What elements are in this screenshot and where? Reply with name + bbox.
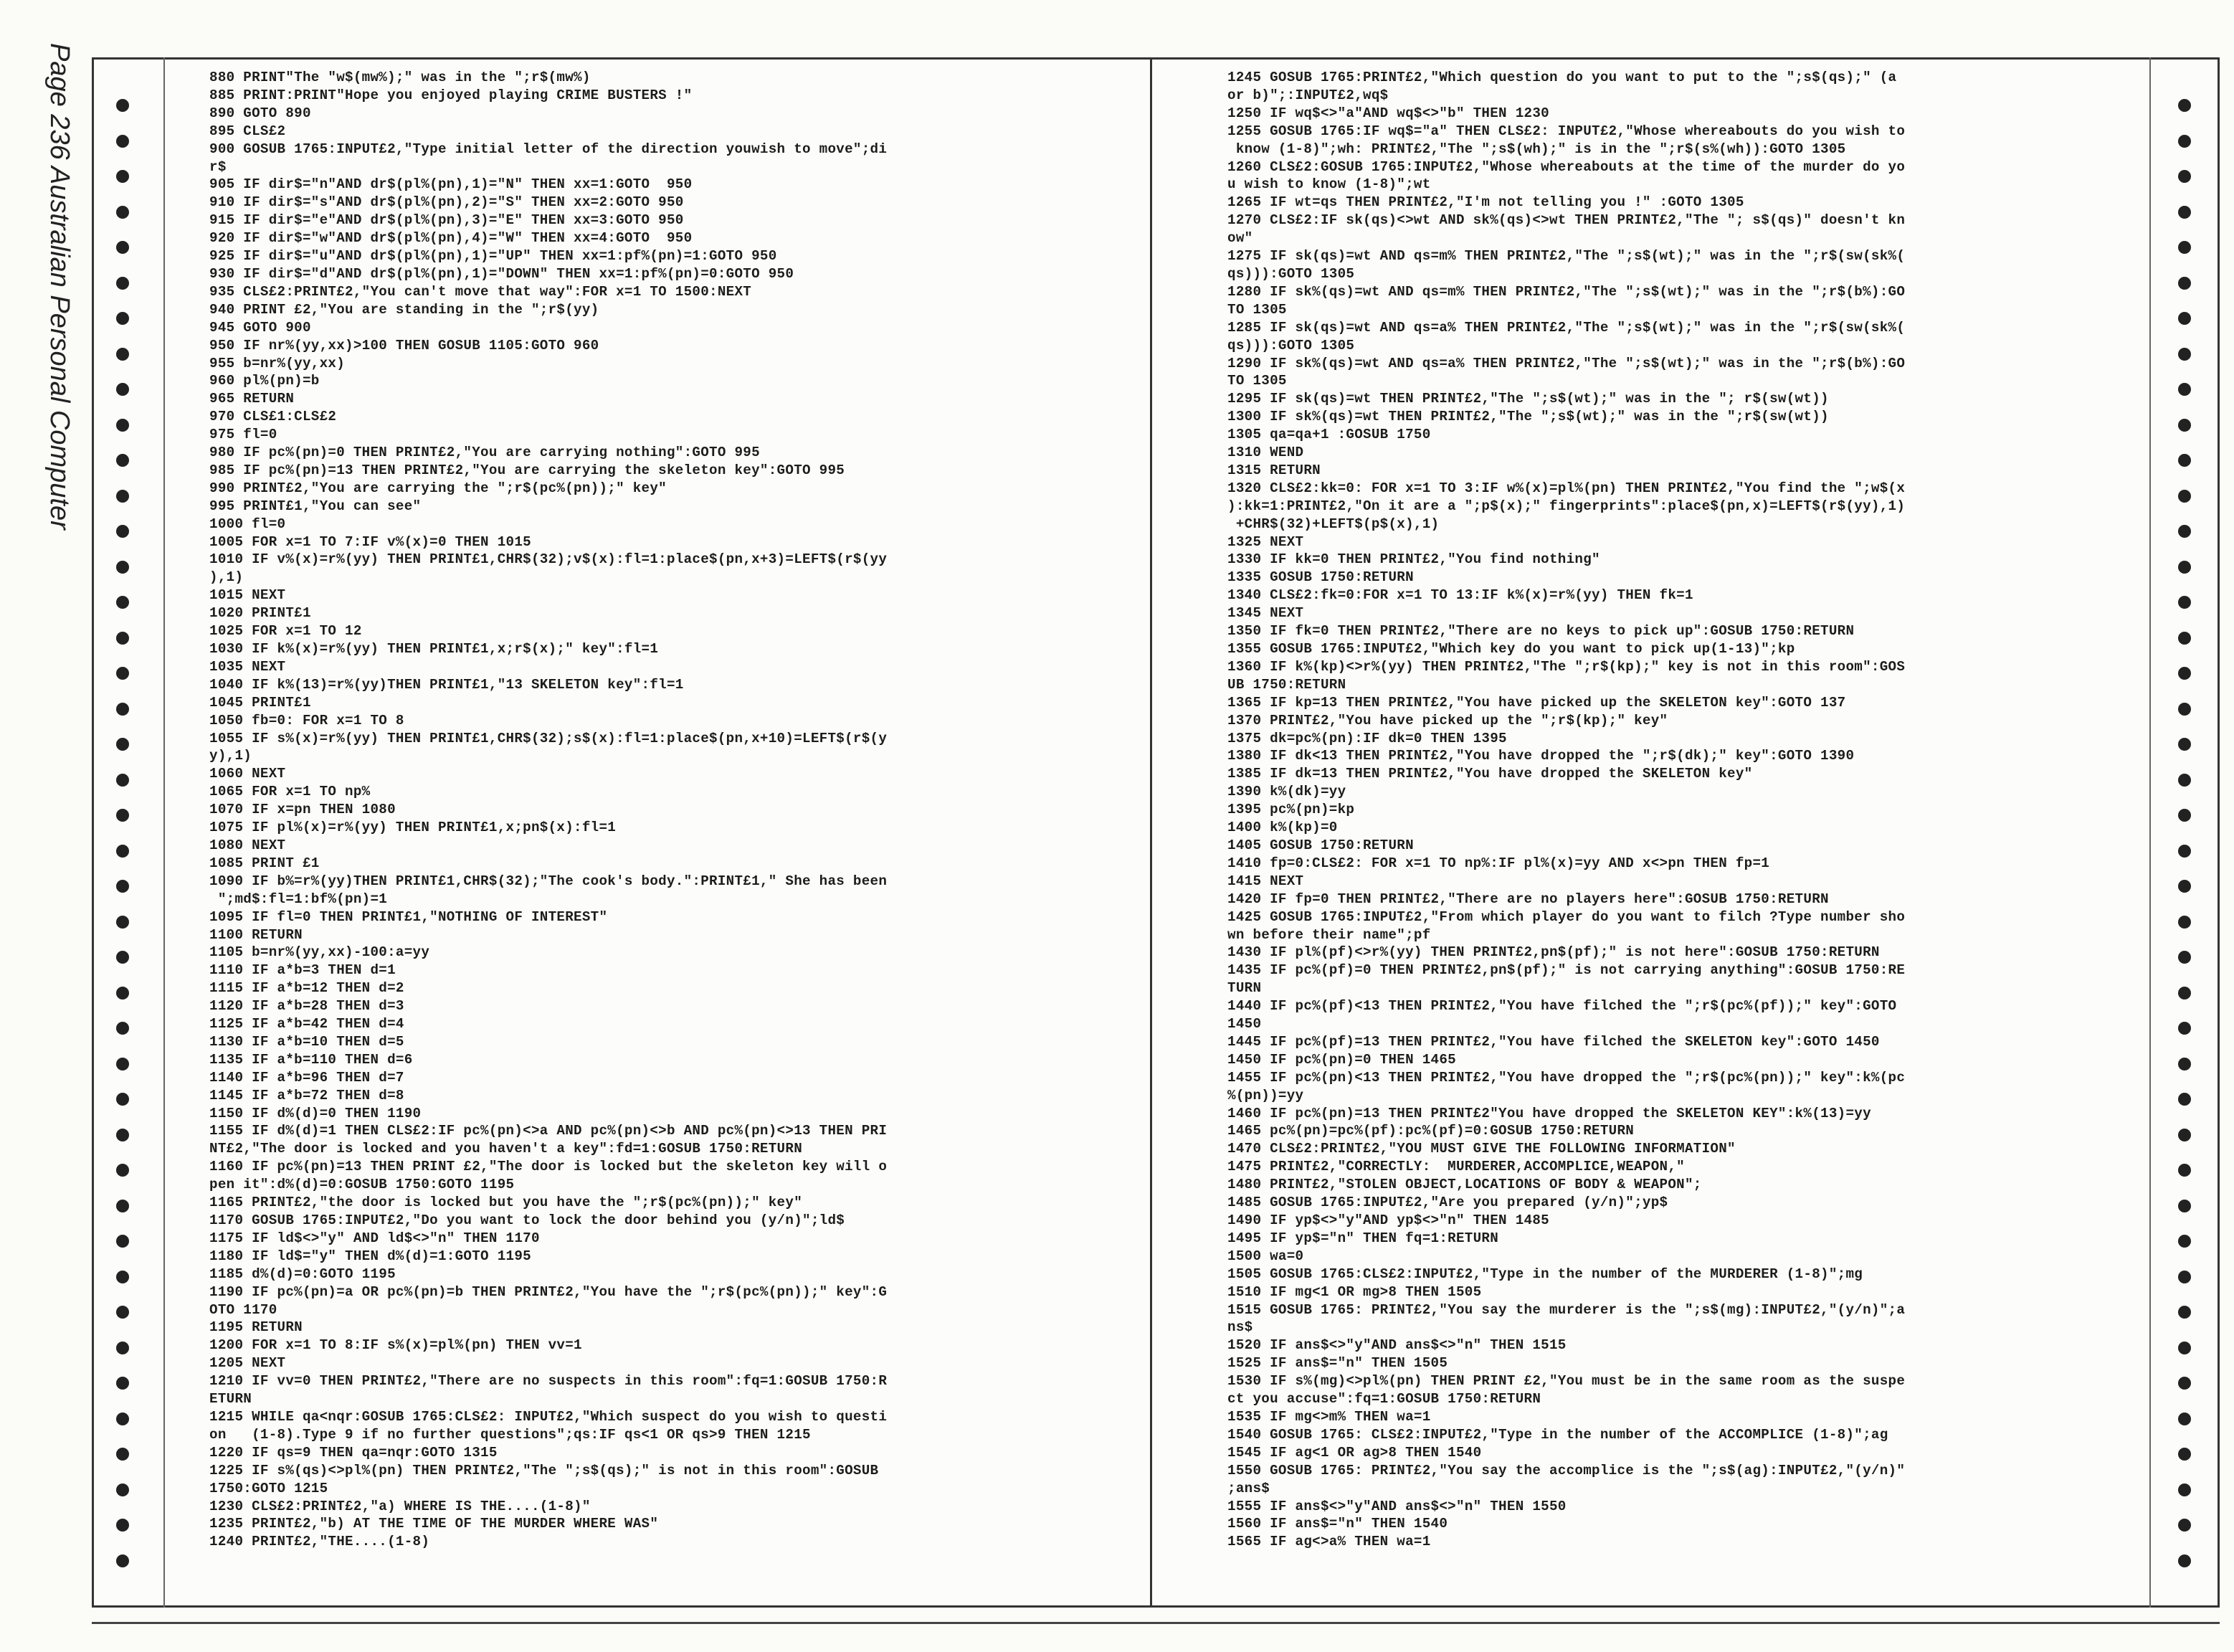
code-line: OTO 1170 <box>209 1301 277 1318</box>
code-line: 1360 IF k%(kp)<>r%(yy) THEN PRINT£2,"The ";r$(kp);" key is not in this room":GOS <box>1227 658 1906 675</box>
left-margin-rule <box>163 57 165 1608</box>
perforation-hole <box>116 206 129 219</box>
left-code-column <box>209 69 1075 1551</box>
perforation-hole <box>2178 490 2191 503</box>
code-line: 1225 IF s%(qs)<>pl%(pn) THEN PRINT£2,"The ";s$(qs);" is not in this room":GOSUB <box>209 1462 879 1478</box>
code-line: ETURN <box>209 1391 252 1407</box>
perforation-hole <box>116 1448 129 1461</box>
code-line: 1090 IF b%=r%(yy)THEN PRINT£1,CHR$(32);"The cook's body.":PRINT£1," She has been <box>209 873 888 889</box>
code-line: on (1-8).Type 9 if no further questions";qs:IF qs<1 OR qs>9 THEN 1215 <box>209 1426 811 1443</box>
code-line: 1200 FOR x=1 TO 8:IF s%(x)=pl%(pn) THEN vv=1 <box>209 1337 582 1354</box>
code-line: 1290 IF sk%(qs)=wt AND qs=a% THEN PRINT£2,"The ";s$(wt);" was in the ";r$(b%):GO <box>1227 355 1906 371</box>
left-perforation-strip <box>100 72 143 1577</box>
code-line: 1145 IF a*b=72 THEN d=8 <box>209 1087 404 1103</box>
code-line: 1055 IF s%(x)=r%(yy) THEN PRINT£1,CHR$(32);s$(x):fl=1:place$(pn,x+10)=LEFT$(r$(y <box>209 730 888 746</box>
code-line: 1380 IF dk<13 THEN PRINT£2,"You have dropped the ";r$(dk);" key":GOTO 1390 <box>1227 748 1855 764</box>
code-line: 1285 IF sk(qs)=wt AND qs=a% THEN PRINT£2,"The ";s$(wt);" was in the ";r$(sw(sk%( <box>1227 319 1906 336</box>
code-line: 1385 IF dk=13 THEN PRINT£2,"You have dropped the SKELETON key" <box>1227 766 1753 782</box>
code-line: 970 CLS£1:CLS£2 <box>209 409 337 425</box>
perforation-hole <box>2178 1093 2191 1106</box>
code-line: 1515 GOSUB 1765: PRINT£2,"You say the murderer is the ";s$(mg):INPUT£2,"(y/n)";a <box>1227 1301 1906 1318</box>
code-line: 1230 CLS£2:PRINT£2,"a) WHERE IS THE....(1-8)" <box>209 1498 591 1514</box>
code-line: TO 1305 <box>1227 373 1287 389</box>
perforation-hole <box>2178 1519 2191 1532</box>
code-line: 1540 GOSUB 1765: CLS£2:INPUT£2,"Type in the number of the ACCOMPLICE (1-8)";ag <box>1227 1426 1888 1443</box>
code-line: 1270 CLS£2:IF sk(qs)<>wt AND sk%(qs)<>wt THEN PRINT£2,"The "; s$(qs)" doesn't kn <box>1227 212 1906 229</box>
perforation-hole <box>2178 170 2191 183</box>
page-header <box>24 43 82 760</box>
code-line: 1465 pc%(pn)=pc%(pf):pc%(pf)=0:GOSUB 1750:RETURN <box>1227 1123 1635 1139</box>
perforation-hole <box>2178 1377 2191 1390</box>
code-line: 900 GOSUB 1765:INPUT£2,"Type initial letter of the direction youwish to move";di <box>209 141 888 157</box>
code-line: 1070 IF x=pn THEN 1080 <box>209 802 396 818</box>
code-line: 1325 NEXT <box>1227 533 1304 550</box>
code-line: 1520 IF ans$<>"y"AND ans$<>"n" THEN 1515 <box>1227 1337 1567 1354</box>
code-line: 1160 IF pc%(pn)=13 THEN PRINT £2,"The door is locked but the skeleton key will o <box>209 1159 888 1175</box>
code-line: 1495 IF yp$="n" THEN fq=1:RETURN <box>1227 1230 1499 1246</box>
code-line: 1135 IF a*b=110 THEN d=6 <box>209 1051 413 1068</box>
perforation-hole <box>2178 1306 2191 1319</box>
code-line: 1445 IF pc%(pf)=13 THEN PRINT£2,"You have filched the SKELETON key":GOTO 1450 <box>1227 1033 1880 1050</box>
perforation-hole <box>2178 845 2191 858</box>
code-line: 1150 IF d%(d)=0 THEN 1190 <box>209 1105 422 1121</box>
code-line: 905 IF dir$="n"AND dr$(pl%(pn),1)="N" THEN xx=1:GOTO 950 <box>209 176 693 193</box>
code-line: 1175 IF ld$<>"y" AND ld$<>"n" THEN 1170 <box>209 1230 540 1246</box>
perforation-hole <box>116 1235 129 1248</box>
code-line: 1185 d%(d)=0:GOTO 1195 <box>209 1266 396 1282</box>
code-line: ;ans$ <box>1227 1480 1270 1496</box>
code-line: 1000 fl=0 <box>209 516 286 532</box>
code-line: +CHR$(32)+LEFT$(p$(x),1) <box>1227 516 1440 532</box>
code-line: 1315 RETURN <box>1227 462 1321 478</box>
code-line: 1490 IF yp$<>"y"AND yp$<>"n" THEN 1485 <box>1227 1212 1549 1228</box>
code-line: 1525 IF ans$="n" THEN 1505 <box>1227 1355 1448 1372</box>
code-line: 985 IF pc%(pn)=13 THEN PRINT£2,"You are carrying the skeleton key":GOTO 995 <box>209 462 845 478</box>
code-line: or b)";:INPUT£2,wq$ <box>1227 87 1389 103</box>
code-line: 1395 pc%(pn)=kp <box>1227 802 1355 818</box>
perforation-hole <box>116 1093 129 1106</box>
perforation-hole <box>116 1271 129 1283</box>
code-line: 1245 GOSUB 1765:PRINT£2,"Which question do you want to put to the ";s$(qs);" (a <box>1227 70 1897 85</box>
perforation-hole <box>2178 809 2191 822</box>
perforation-hole <box>116 596 129 609</box>
perforation-hole <box>2178 312 2191 325</box>
code-line: 940 PRINT £2,"You are standing in the ";r$(yy) <box>209 301 599 318</box>
perforation-hole <box>2178 1235 2191 1248</box>
code-line: ow" <box>1227 230 1253 247</box>
code-line: 1105 b=nr%(yy,xx)-100:a=yy <box>209 944 430 961</box>
code-line: 1020 PRINT£1 <box>209 605 311 622</box>
code-line: 1280 IF sk%(qs)=wt AND qs=m% THEN PRINT£2,"The ";s$(wt);" was in the ";r$(b%):GO <box>1227 283 1906 300</box>
code-line: 910 IF dir$="s"AND dr$(pl%(pn),2)="S" THEN xx=2:GOTO 950 <box>209 194 684 211</box>
code-line: 1415 NEXT <box>1227 873 1304 889</box>
perforation-hole <box>116 809 129 822</box>
perforation-hole <box>2178 561 2191 574</box>
perforation-hole <box>116 667 129 680</box>
perforation-hole <box>2178 383 2191 396</box>
code-line: 1320 CLS£2:kk=0: FOR x=1 TO 3:IF w%(x)=pl%(pn) THEN PRINT£2,"You find the ";w$(x <box>1227 480 1906 496</box>
code-line: UB 1750:RETURN <box>1227 676 1346 693</box>
code-line: 1310 WEND <box>1227 445 1304 461</box>
perforation-hole <box>116 1342 129 1354</box>
code-line: 1255 GOSUB 1765:IF wq$="a" THEN CLS£2: INPUT£2,"Whose whereabouts do you wish to <box>1227 123 1906 139</box>
perforation-hole <box>2178 206 2191 219</box>
perforation-hole <box>2178 1342 2191 1354</box>
code-line: 915 IF dir$="e"AND dr$(pl%(pn),3)="E" THEN xx=3:GOTO 950 <box>209 212 684 229</box>
perforation-hole <box>2178 241 2191 254</box>
code-line: 1335 GOSUB 1750:RETURN <box>1227 569 1414 586</box>
perforation-hole <box>116 632 129 645</box>
code-line: 1005 FOR x=1 TO 7:IF v%(x)=0 THEN 1015 <box>209 533 531 550</box>
perforation-hole <box>116 774 129 787</box>
code-line: 1435 IF pc%(pf)=0 THEN PRINT£2,pn$(pf);" is not carrying anything":GOSUB 1750:RE <box>1227 962 1906 979</box>
code-line: 1565 IF ag<>a% THEN wa=1 <box>1227 1534 1431 1550</box>
perforation-hole <box>2178 916 2191 929</box>
code-line: 1235 PRINT£2,"b) AT THE TIME OF THE MURDER WHERE WAS" <box>209 1516 659 1532</box>
perforation-hole <box>116 1519 129 1532</box>
code-line: 1545 IF ag<1 OR ag>8 THEN 1540 <box>1227 1444 1482 1461</box>
code-line: wn before their name";pf <box>1227 926 1431 943</box>
code-line: r$ <box>209 158 227 175</box>
perforation-hole <box>116 561 129 574</box>
code-line: 1190 IF pc%(pn)=a OR pc%(pn)=b THEN PRINT£2,"You have the ";r$(pc%(pn));" key":G <box>209 1283 888 1300</box>
perforation-hole <box>2178 525 2191 538</box>
right-code-column <box>1227 69 2102 1551</box>
code-line: TURN <box>1227 980 1262 997</box>
code-line: 1330 IF kk=0 THEN PRINT£2,"You find nothing" <box>1227 551 1600 568</box>
code-line: 1535 IF mg<>m% THEN wa=1 <box>1227 1408 1431 1425</box>
perforation-hole <box>116 135 129 148</box>
code-line: 1100 RETURN <box>209 926 303 943</box>
code-line: y),1) <box>209 748 252 764</box>
code-line: u wish to know (1-8)";wt <box>1227 176 1431 193</box>
code-line: 1305 qa=qa+1 :GOSUB 1750 <box>1227 427 1431 443</box>
perforation-hole <box>2178 596 2191 609</box>
code-line: 1480 PRINT£2,"STOLEN OBJECT,LOCATIONS OF BODY & WEAPON"; <box>1227 1177 1702 1193</box>
code-line: ct you accuse":fq=1:GOSUB 1750:RETURN <box>1227 1391 1541 1407</box>
perforation-hole <box>2178 454 2191 467</box>
code-line: 1425 GOSUB 1765:INPUT£2,"From which player do you want to filch ?Type number sho <box>1227 908 1906 925</box>
code-line: 1505 GOSUB 1765:CLS£2:INPUT£2,"Type in the number of the MURDERER (1-8)";mg <box>1227 1266 1863 1282</box>
code-line: 1115 IF a*b=12 THEN d=2 <box>209 980 404 997</box>
perforation-hole <box>116 170 129 183</box>
perforation-hole <box>2178 277 2191 290</box>
perforation-hole <box>116 419 129 432</box>
code-line: 1260 CLS£2:GOSUB 1765:INPUT£2,"Whose whereabouts at the time of the murder do yo <box>1227 158 1906 175</box>
code-line: 1075 IF pl%(x)=r%(yy) THEN PRINT£1,x;pn$(x):fl=1 <box>209 820 617 836</box>
code-line: 885 PRINT:PRINT"Hope you enjoyed playing CRIME BUSTERS !" <box>209 87 693 103</box>
code-line: 1045 PRINT£1 <box>209 694 311 711</box>
code-line: 890 GOTO 890 <box>209 105 311 121</box>
code-line: 1205 NEXT <box>209 1355 286 1372</box>
perforation-hole <box>116 1377 129 1390</box>
code-line: 1345 NEXT <box>1227 605 1304 622</box>
code-line: 1295 IF sk(qs)=wt THEN PRINT£2,"The ";s$(wt);" was in the "; r$(sw(wt)) <box>1227 391 1829 407</box>
perforation-hole <box>2178 703 2191 716</box>
code-line: qs))):GOTO 1305 <box>1227 337 1355 353</box>
code-line: 1440 IF pc%(pf)<13 THEN PRINT£2,"You have filched the ";r$(pc%(pf));" key":GOTO <box>1227 998 1897 1015</box>
perforation-hole <box>2178 1413 2191 1425</box>
code-line: 1420 IF fp=0 THEN PRINT£2,"There are no players here":GOSUB 1750:RETURN <box>1227 891 1829 907</box>
code-line: 1430 IF pl%(pf)<>r%(yy) THEN PRINT£2,pn$(pf);" is not here":GOSUB 1750:RETURN <box>1227 944 1880 961</box>
code-line: 1485 GOSUB 1765:INPUT£2,"Are you prepared (y/n)";yp$ <box>1227 1195 1668 1211</box>
code-line: 1300 IF sk%(qs)=wt THEN PRINT£2,"The ";s$(wt);" was in the ";r$(sw(wt)) <box>1227 409 1829 425</box>
code-line: 1040 IF k%(13)=r%(yy)THEN PRINT£1,"13 SKELETON key":fl=1 <box>209 676 684 693</box>
perforation-hole <box>2178 1022 2191 1035</box>
code-line: 1500 wa=0 <box>1227 1248 1304 1264</box>
code-line: 1195 RETURN <box>209 1319 303 1336</box>
perforation-hole <box>2178 1058 2191 1071</box>
code-line: 1030 IF k%(x)=r%(yy) THEN PRINT£1,x;r$(x);" key":fl=1 <box>209 641 659 657</box>
code-line: 965 RETURN <box>209 391 295 407</box>
perforation-hole <box>116 383 129 396</box>
code-line: 1390 k%(dk)=yy <box>1227 784 1346 800</box>
code-line: 1250 IF wq$<>"a"AND wq$<>"b" THEN 1230 <box>1227 105 1549 121</box>
perforation-hole <box>2178 880 2191 893</box>
code-line: 1120 IF a*b=28 THEN d=3 <box>209 998 404 1015</box>
code-line: ):kk=1:PRINT£2,"On it are a ";p$(x);" fingerprints":place$(pn,x)=LEFT$(r$(yy),1) <box>1227 498 1906 514</box>
perforation-hole <box>2178 987 2191 1000</box>
code-line: 1095 IF fl=0 THEN PRINT£1,"NOTHING OF INTEREST" <box>209 908 608 925</box>
perforation-hole <box>2178 951 2191 964</box>
perforation-hole <box>116 348 129 361</box>
code-line: 1370 PRINT£2,"You have picked up the ";r$(kp);" key" <box>1227 712 1668 728</box>
page-header-text: Page 236 Australian Personal Computer <box>44 43 75 530</box>
perforation-hole <box>116 1164 129 1177</box>
code-line: 1400 k%(kp)=0 <box>1227 820 1338 836</box>
right-margin-rule <box>2149 57 2151 1608</box>
code-line: 955 b=nr%(yy,xx) <box>209 355 346 371</box>
bottom-rule <box>92 1622 2220 1624</box>
perforation-hole <box>2178 419 2191 432</box>
code-line: 1170 GOSUB 1765:INPUT£2,"Do you want to lock the door behind you (y/n)";ld$ <box>209 1212 845 1228</box>
code-line: 990 PRINT£2,"You are carrying the ";r$(pc%(pn));" key" <box>209 480 667 496</box>
code-line: 1455 IF pc%(pn)<13 THEN PRINT£2,"You have dropped the ";r$(pc%(pn));" key":k%(pc <box>1227 1069 1906 1086</box>
code-line: 1450 <box>1227 1016 1262 1032</box>
code-line: 1340 CLS£2:fk=0:FOR x=1 TO 13:IF k%(x)=r%(yy) THEN fk=1 <box>1227 587 1693 604</box>
code-line: 1010 IF v%(x)=r%(yy) THEN PRINT£1,CHR$(32);v$(x):fl=1:place$(pn,x+3)=LEFT$(r$(yy <box>209 551 888 568</box>
perforation-hole <box>116 880 129 893</box>
code-line: 1125 IF a*b=42 THEN d=4 <box>209 1016 404 1032</box>
perforation-hole <box>2178 348 2191 361</box>
code-line: 1065 FOR x=1 TO np% <box>209 784 371 800</box>
code-line: 1405 GOSUB 1750:RETURN <box>1227 837 1414 853</box>
code-line: 1110 IF a*b=3 THEN d=1 <box>209 962 396 979</box>
perforation-hole <box>116 1306 129 1319</box>
code-line: 1060 NEXT <box>209 766 286 782</box>
perforation-hole <box>116 1058 129 1071</box>
code-line: 895 CLS£2 <box>209 123 286 139</box>
code-line: 1180 IF ld$="y" THEN d%(d)=1:GOTO 1195 <box>209 1248 531 1264</box>
code-line: ";md$:fl=1:bf%(pn)=1 <box>209 891 388 907</box>
perforation-hole <box>116 845 129 858</box>
perforation-hole <box>2178 99 2191 112</box>
code-line: 1215 WHILE qa<nqr:GOSUB 1765:CLS£2: INPUT£2,"Which suspect do you wish to questi <box>209 1408 888 1425</box>
code-line: 975 fl=0 <box>209 427 277 443</box>
code-line: 950 IF nr%(yy,xx)>100 THEN GOSUB 1105:GOTO 960 <box>209 337 599 353</box>
perforation-hole <box>2178 1554 2191 1567</box>
perforation-hole <box>2178 1164 2191 1177</box>
code-line: 1050 fb=0: FOR x=1 TO 8 <box>209 712 404 728</box>
perforation-hole <box>116 738 129 751</box>
code-line: 1555 IF ans$<>"y"AND ans$<>"n" THEN 1550 <box>1227 1498 1567 1514</box>
code-line: 1015 NEXT <box>209 587 286 604</box>
code-line: 880 PRINT"The "w$(mw%);" was in the ";r$(mw%) <box>209 70 591 85</box>
code-line: 1460 IF pc%(pn)=13 THEN PRINT£2"You have dropped the SKELETON KEY":k%(13)=yy <box>1227 1105 1871 1121</box>
code-line: 1080 NEXT <box>209 837 286 853</box>
perforation-hole <box>116 987 129 1000</box>
code-line: ),1) <box>209 569 244 586</box>
code-line: 1130 IF a*b=10 THEN d=5 <box>209 1033 404 1050</box>
code-line: ns$ <box>1227 1319 1253 1336</box>
perforation-hole <box>2178 1448 2191 1461</box>
perforation-hole <box>116 1554 129 1567</box>
perforation-hole <box>116 1129 129 1141</box>
code-line: 1350 IF fk=0 THEN PRINT£2,"There are no keys to pick up":GOSUB 1750:RETURN <box>1227 623 1855 640</box>
perforation-hole <box>116 1022 129 1035</box>
code-line: pen it":d%(d)=0:GOSUB 1750:GOTO 1195 <box>209 1177 515 1193</box>
perforation-hole <box>116 312 129 325</box>
code-line: 1550 GOSUB 1765: PRINT£2,"You say the accomplice is the ";s$(ag):INPUT£2,"(y/n)" <box>1227 1462 1906 1478</box>
code-line: 1470 CLS£2:PRINT£2,"YOU MUST GIVE THE FOLLOWING INFORMATION" <box>1227 1141 1736 1157</box>
column-divider <box>1150 57 1152 1608</box>
code-line: 1085 PRINT £1 <box>209 855 320 871</box>
code-line: 1025 FOR x=1 TO 12 <box>209 623 362 640</box>
perforation-hole <box>116 916 129 929</box>
code-line: 935 CLS£2:PRINT£2,"You can't move that way":FOR x=1 TO 1500:NEXT <box>209 283 752 300</box>
perforation-hole <box>2178 774 2191 787</box>
code-line: 930 IF dir$="d"AND dr$(pl%(pn),1)="DOWN" THEN xx=1:pf%(pn)=0:GOTO 950 <box>209 265 794 282</box>
perforation-hole <box>116 703 129 716</box>
perforation-hole <box>116 99 129 112</box>
right-perforation-strip <box>2162 72 2205 1577</box>
perforation-hole <box>116 1200 129 1212</box>
perforation-hole <box>2178 632 2191 645</box>
perforation-hole <box>116 1413 129 1425</box>
code-line: 1220 IF qs=9 THEN qa=nqr:GOTO 1315 <box>209 1444 498 1461</box>
code-line: 980 IF pc%(pn)=0 THEN PRINT£2,"You are carrying nothing":GOTO 995 <box>209 445 760 461</box>
perforation-hole <box>116 1484 129 1496</box>
code-line: 1265 IF wt=qs THEN PRINT£2,"I'm not telling you !" :GOTO 1305 <box>1227 194 1744 211</box>
code-line: know (1-8)";wh: PRINT£2,"The ";s$(wh);" is in the ";r$(s%(wh)):GOTO 1305 <box>1227 141 1846 157</box>
code-line: 995 PRINT£1,"You can see" <box>209 498 422 514</box>
code-line: %(pn))=yy <box>1227 1087 1304 1103</box>
code-line: 1510 IF mg<1 OR mg>8 THEN 1505 <box>1227 1283 1482 1300</box>
code-line: 1410 fp=0:CLS£2: FOR x=1 TO np%:IF pl%(x)=yy AND x<>pn THEN fp=1 <box>1227 855 1770 871</box>
perforation-hole <box>2178 667 2191 680</box>
code-line: 945 GOTO 900 <box>209 319 311 336</box>
code-line: 1560 IF ans$="n" THEN 1540 <box>1227 1516 1448 1532</box>
perforation-hole <box>116 490 129 503</box>
code-line: 1035 NEXT <box>209 658 286 675</box>
code-line: 1475 PRINT£2,"CORRECTLY: MURDERER,ACCOMPLICE,WEAPON," <box>1227 1159 1685 1175</box>
perforation-hole <box>116 277 129 290</box>
code-line: 1275 IF sk(qs)=wt AND qs=m% THEN PRINT£2,"The ";s$(wt);" was in the ";r$(sw(sk%( <box>1227 248 1906 265</box>
code-line: 925 IF dir$="u"AND dr$(pl%(pn),1)="UP" THEN xx=1:pf%(pn)=1:GOTO 950 <box>209 248 777 265</box>
perforation-hole <box>2178 738 2191 751</box>
perforation-hole <box>116 454 129 467</box>
perforation-hole <box>2178 1484 2191 1496</box>
code-line: 1450 IF pc%(pn)=0 THEN 1465 <box>1227 1051 1456 1068</box>
code-line: 1165 PRINT£2,"the door is locked but you have the ";r$(pc%(pn));" key" <box>209 1195 803 1211</box>
perforation-hole <box>2178 1129 2191 1141</box>
code-line: 920 IF dir$="w"AND dr$(pl%(pn),4)="W" THEN xx=4:GOTO 950 <box>209 230 693 247</box>
perforation-hole <box>116 525 129 538</box>
code-line: 1750:GOTO 1215 <box>209 1480 328 1496</box>
perforation-hole <box>2178 1200 2191 1212</box>
perforation-hole <box>2178 1271 2191 1283</box>
perforation-hole <box>116 241 129 254</box>
perforation-hole <box>116 951 129 964</box>
code-line: 1210 IF vv=0 THEN PRINT£2,"There are no suspects in this room":fq=1:GOSUB 1750:R <box>209 1373 888 1390</box>
code-line: 1240 PRINT£2,"THE....(1-8) <box>209 1534 430 1550</box>
code-line: 960 pl%(pn)=b <box>209 373 320 389</box>
code-line: 1140 IF a*b=96 THEN d=7 <box>209 1069 404 1086</box>
code-line: NT£2,"The door is locked and you haven't a key":fd=1:GOSUB 1750:RETURN <box>209 1141 803 1157</box>
code-line: TO 1305 <box>1227 301 1287 318</box>
code-line: 1375 dk=pc%(pn):IF dk=0 THEN 1395 <box>1227 730 1507 746</box>
code-line: qs))):GOTO 1305 <box>1227 265 1355 282</box>
code-line: 1155 IF d%(d)=1 THEN CLS£2:IF pc%(pn)<>a AND pc%(pn)<>b AND pc%(pn)<>13 THEN PRI <box>209 1123 888 1139</box>
code-line: 1530 IF s%(mg)<>pl%(pn) THEN PRINT £2,"You must be in the same room as the suspe <box>1227 1373 1906 1390</box>
code-line: 1365 IF kp=13 THEN PRINT£2,"You have picked up the SKELETON key":GOTO 137 <box>1227 694 1846 711</box>
code-line: 1355 GOSUB 1765:INPUT£2,"Which key do you want to pick up(1-13)";kp <box>1227 641 1795 657</box>
perforation-hole <box>2178 135 2191 148</box>
